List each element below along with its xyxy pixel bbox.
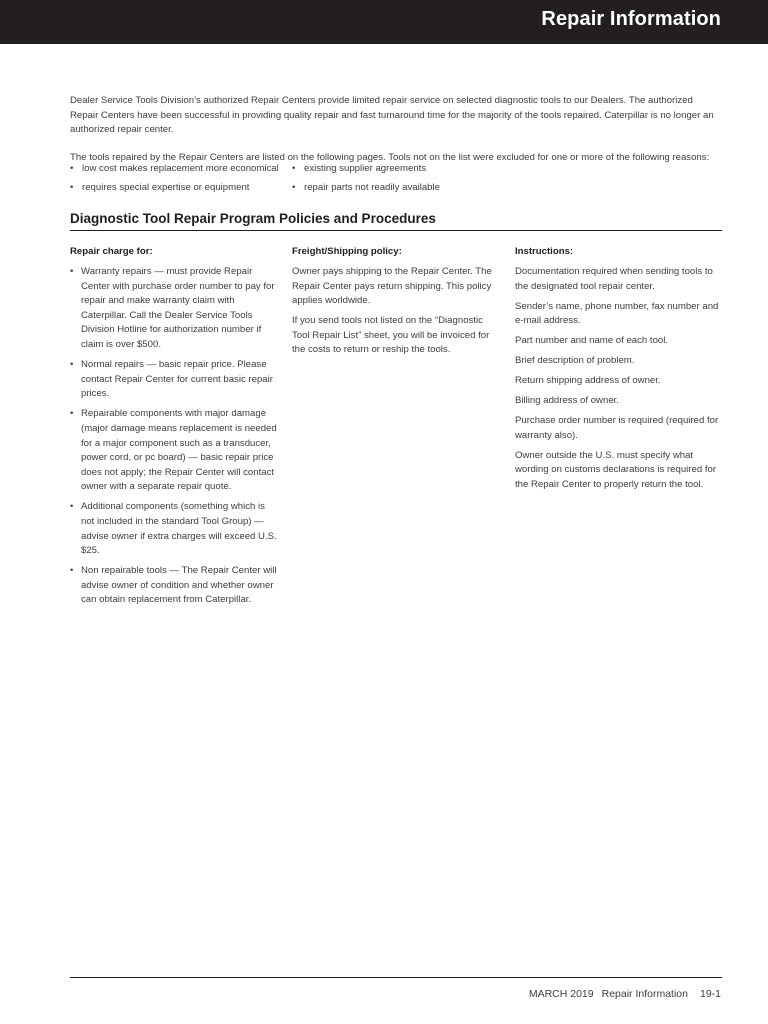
instruction-paragraph: Purchase order number is required (required for warranty also).: [515, 415, 719, 441]
reason-item: • low cost makes replacement more economical: [70, 163, 279, 174]
freight-column: [292, 245, 498, 363]
instruction-paragraph: Part number and name of each tool.: [515, 335, 669, 347]
instruction-paragraph: Billing address of owner.: [515, 395, 619, 407]
bullet-icon: •: [70, 163, 74, 174]
reason-item: • existing supplier agreements: [292, 163, 427, 174]
list-item: • Repairable components with major damage (major damage means replacement is needed for a major component such as a transducer, power cord, or pc board) — basic repair price does not apply; the Repair Center will contact owner with a separate repair quote.: [70, 408, 277, 493]
bullet-icon: •: [70, 501, 74, 513]
instruction-paragraph: Owner outside the U.S. must specify what wording on customs declarations is required for the Repair Center to properly return the tool.: [515, 449, 717, 490]
bullet-icon: •: [292, 163, 296, 174]
footer-divider: [70, 977, 722, 978]
list-item: • Warranty repairs — must provide Repair Center with purchase order number to pay for repair and make warranty claim with Caterpillar. Call the Dealer Service Tools Division Hotline for authorization number if claim is over $500.: [70, 266, 275, 350]
repair-charge-column: [70, 245, 278, 614]
reason-item: • requires special expertise or equipment: [70, 182, 250, 193]
repair-charge-list: [70, 265, 278, 608]
reason-item: • repair parts not readily available: [292, 182, 440, 193]
repair-charge-heading: Repair charge for:: [70, 246, 153, 257]
instruction-paragraph: Documentation required when sending tools to the designated tool repair center.: [515, 266, 713, 292]
section-title: Diagnostic Tool Repair Program Policies and Procedures: [70, 211, 436, 226]
footer-date: MARCH 2019: [528, 988, 594, 1000]
footer-section-name: Repair Information: [601, 988, 688, 1000]
instructions-column: [515, 245, 722, 498]
intro-paragraph-2: The tools repaired by the Repair Centers are listed on the following pages. Tools not on the list were excluded for one or more of the following reasons:: [70, 151, 710, 163]
bullet-icon: •: [70, 359, 74, 371]
bullet-icon: •: [292, 182, 296, 193]
page-title: Repair Information: [541, 8, 721, 30]
instruction-paragraph: Sender’s name, phone number, fax number and e-mail address.: [515, 300, 719, 327]
section-divider: [70, 230, 722, 231]
instruction-paragraph: Return shipping address of owner.: [515, 375, 661, 387]
freight-heading: Freight/Shipping policy:: [292, 246, 402, 257]
bullet-icon: •: [70, 266, 74, 277]
list-item: • Non repairable tools — The Repair Center will advise owner of condition and whether owner can obtain replacement from Caterpillar.: [70, 565, 277, 606]
intro-paragraph-1: Dealer Service Tools Division’s authorized Repair Centers provide limited repair service on selected diagnostic tools to our Dealers. The authorized Repair Centers have been successful in providing quality repair and fast turnaround time for the majority of the tools repaired. Caterpillar is no longer an authorized repair center.: [70, 95, 714, 136]
bullet-icon: •: [70, 565, 74, 577]
footer: [529, 988, 721, 1000]
freight-paragraph: If you send tools not listed on the “Diagnostic Tool Repair List” sheet, you will be invoiced for the costs to return or reship the tools.: [292, 315, 490, 356]
bullet-icon: •: [70, 182, 74, 193]
bullet-icon: •: [70, 408, 74, 420]
list-item: • Normal repairs — basic repair price. Please contact Repair Center for current basic repair prices.: [70, 359, 273, 400]
instruction-paragraph: Brief description of problem.: [515, 355, 635, 367]
instructions-heading: Instructions:: [515, 246, 574, 257]
header-bar: [0, 0, 768, 44]
list-item: • Additional components (something which is not included in the standard Tool Group) — advise owner if extra charges will exceed U.S. $25.: [70, 501, 277, 557]
page-number: 19-1: [699, 988, 721, 1000]
freight-paragraph: Owner pays shipping to the Repair Center. The Repair Center pays return shipping. This policy applies worldwide.: [292, 266, 492, 307]
